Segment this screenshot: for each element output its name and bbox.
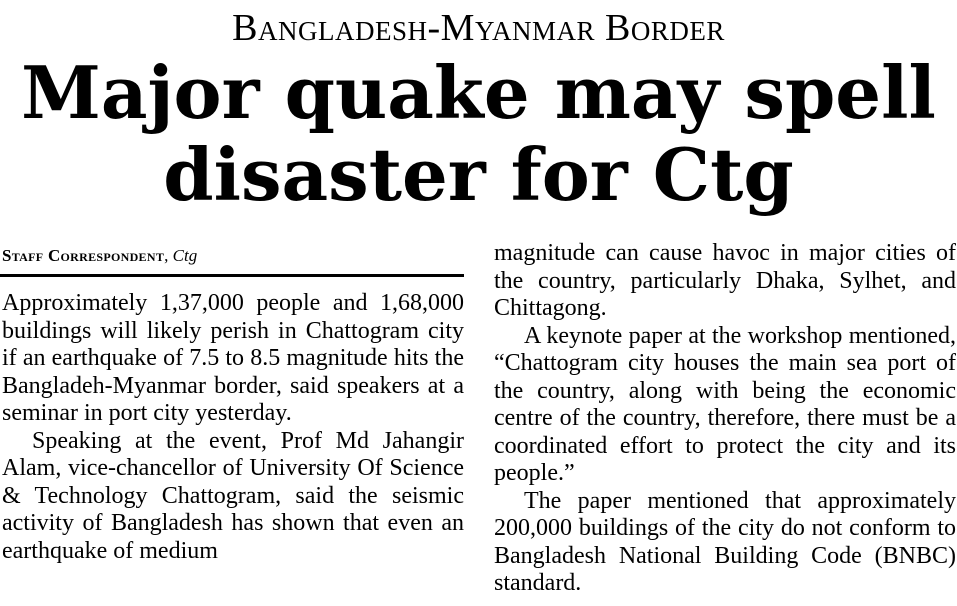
left-column [2,290,464,565]
paragraph: Approximately 1,37,000 people and 1,68,000 buildings will likely perish in Chattogram city if an earthquake of 7.5 to 8.5 magnitude hits the Bangladeh-Myanmar border, said speakers at a seminar in port city yesterday. [2,290,464,426]
paragraph: Speaking at the event, Prof Md Jahangir Alam, vice-chancellor of University Of Science & Technology Chattogram, said the seismic activity of Bangladesh has shown that even an earthquake of medium [2,427,464,564]
right-column [494,240,956,598]
byline-author: Staff Correspondent [2,246,165,265]
byline-rule [0,274,464,277]
paragraph: magnitude can cause havoc in major cities of the country, particularly Dhaka, Sylhet, and Chittagong. [494,240,956,321]
byline [2,244,464,268]
byline-location: Ctg [172,246,198,265]
article-kicker: Bangladesh-Myanmar Border [232,7,725,49]
paragraph: The paper mentioned that approximately 200,000 buildings of the city do not conform to Bangladesh National Building Code (BNBC) standard. [494,487,956,596]
paragraph: A keynote paper at the workshop mentioned, “Chattogram city houses the main sea port of the country, along with being the economic centre of the country, therefore, there must be a coordinated effort to protect the city and its people.” [494,322,956,486]
byline-separator: , [164,246,173,265]
article-headline: Major quake may spell disaster for Ctg [21,50,936,217]
